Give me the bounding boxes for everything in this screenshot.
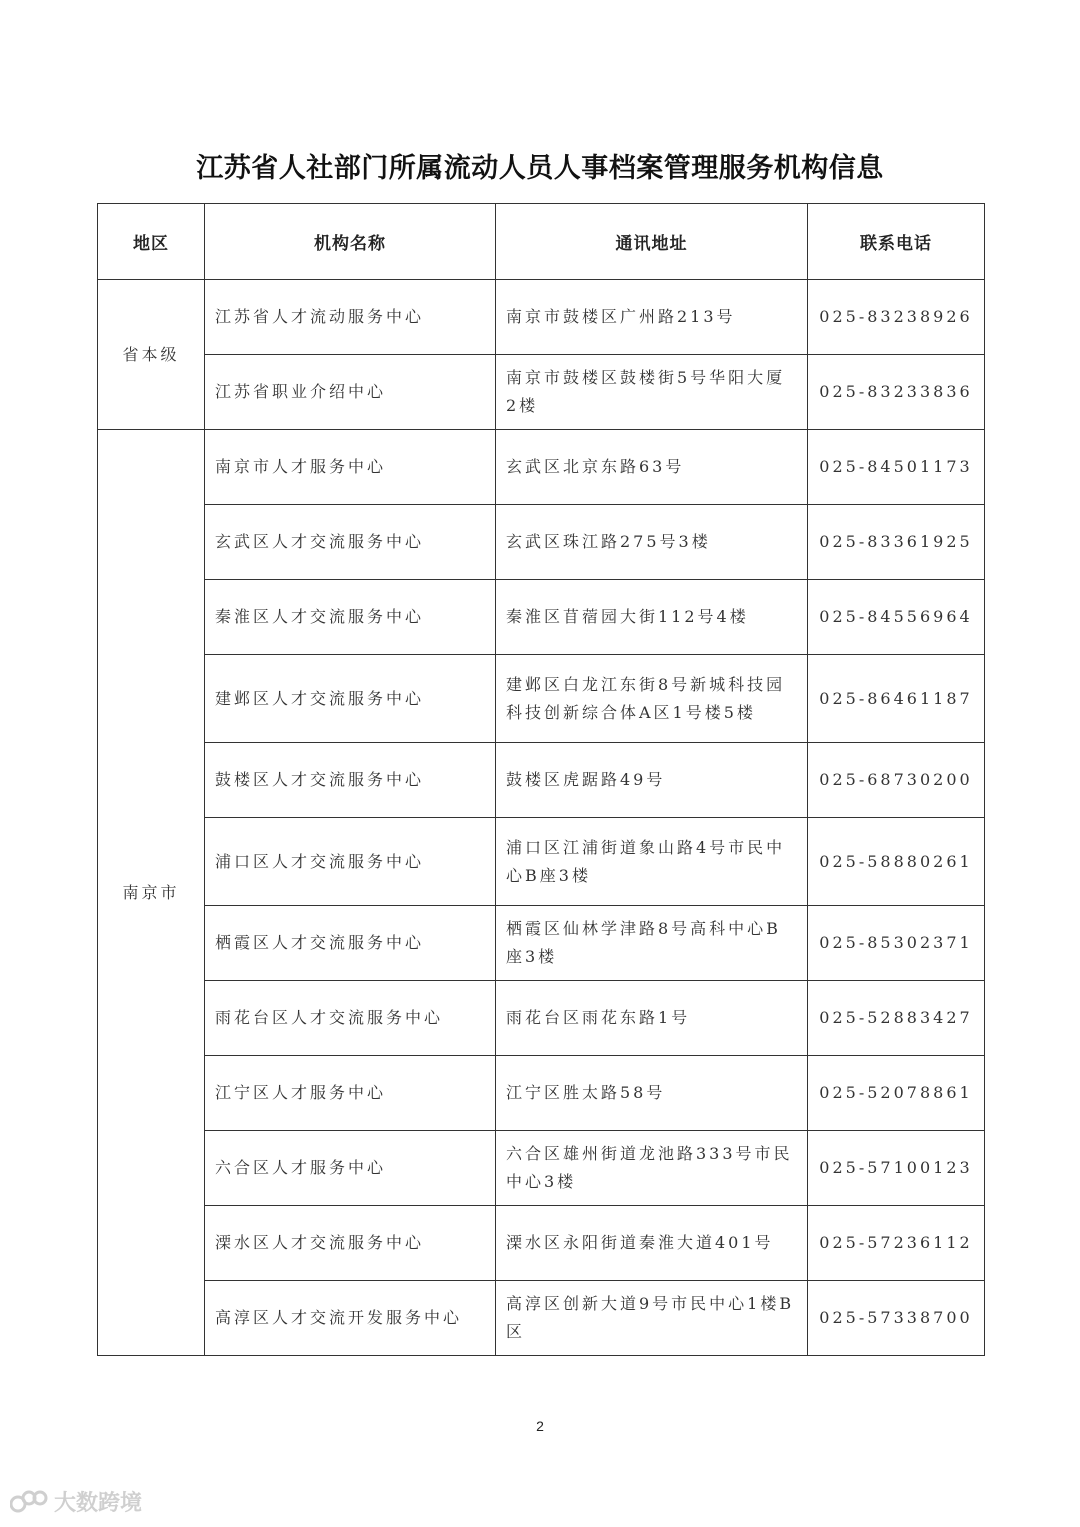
header-phone: 联系电话 xyxy=(808,204,985,280)
page-number: 2 xyxy=(536,1418,544,1434)
institution-name: 栖霞区人才交流服务中心 xyxy=(205,906,496,981)
institution-phone: 025-84556964 xyxy=(808,580,985,655)
institution-address: 高淳区创新大道9号市民中心1楼B区 xyxy=(496,1281,808,1356)
institution-phone: 025-84501173 xyxy=(808,430,985,505)
institution-address: 鼓楼区虎踞路49号 xyxy=(496,743,808,818)
table-row xyxy=(98,1281,985,1356)
table-row xyxy=(98,743,985,818)
region-cell: 南京市 xyxy=(98,430,205,1356)
table-row xyxy=(98,580,985,655)
institution-address: 六合区雄州街道龙池路333号市民中心3楼 xyxy=(496,1131,808,1206)
watermark-logo-icon xyxy=(10,1489,48,1515)
institution-phone: 025-57236112 xyxy=(808,1206,985,1281)
table-row xyxy=(98,1056,985,1131)
institution-address: 南京市鼓楼区鼓楼街5号华阳大厦2楼 xyxy=(496,355,808,430)
institution-name: 六合区人才服务中心 xyxy=(205,1131,496,1206)
institution-phone: 025-83238926 xyxy=(808,280,985,355)
watermark-text: 大数跨境 xyxy=(54,1491,143,1516)
table-row xyxy=(98,981,985,1056)
table-row xyxy=(98,430,985,505)
institution-address: 江宁区胜太路58号 xyxy=(496,1056,808,1131)
institution-phone: 025-58880261 xyxy=(808,818,985,906)
institution-address: 秦淮区苜蓿园大街112号4楼 xyxy=(496,580,808,655)
table-row xyxy=(98,280,985,355)
page-title: 江苏省人社部门所属流动人员人事档案管理服务机构信息 xyxy=(196,153,884,184)
institution-address: 玄武区北京东路63号 xyxy=(496,430,808,505)
institution-address: 玄武区珠江路275号3楼 xyxy=(496,505,808,580)
institution-name: 江宁区人才服务中心 xyxy=(205,1056,496,1131)
table-header-row xyxy=(98,204,985,280)
table-row xyxy=(98,1131,985,1206)
table-row xyxy=(98,818,985,906)
table-row xyxy=(98,655,985,743)
institution-name: 浦口区人才交流服务中心 xyxy=(205,818,496,906)
institution-address: 雨花台区雨花东路1号 xyxy=(496,981,808,1056)
table-row xyxy=(98,906,985,981)
institution-phone: 025-52883427 xyxy=(808,981,985,1056)
institution-address: 建邺区白龙江东街8号新城科技园科技创新综合体A区1号楼5楼 xyxy=(496,655,808,743)
table-row xyxy=(98,505,985,580)
institution-name: 鼓楼区人才交流服务中心 xyxy=(205,743,496,818)
institution-phone: 025-57338700 xyxy=(808,1281,985,1356)
institution-name: 建邺区人才交流服务中心 xyxy=(205,655,496,743)
region-cell: 省本级 xyxy=(98,280,205,430)
institution-address: 栖霞区仙林学津路8号高科中心B座3楼 xyxy=(496,906,808,981)
institution-phone: 025-85302371 xyxy=(808,906,985,981)
institution-phone: 025-83361925 xyxy=(808,505,985,580)
institution-phone: 025-83233836 xyxy=(808,355,985,430)
institution-name: 秦淮区人才交流服务中心 xyxy=(205,580,496,655)
table-row xyxy=(98,1206,985,1281)
institution-name: 江苏省人才流动服务中心 xyxy=(205,280,496,355)
institution-name: 高淳区人才交流开发服务中心 xyxy=(205,1281,496,1356)
institution-phone: 025-57100123 xyxy=(808,1131,985,1206)
header-region: 地区 xyxy=(98,204,205,280)
institution-name: 雨花台区人才交流服务中心 xyxy=(205,981,496,1056)
table-row xyxy=(98,355,985,430)
institution-phone: 025-86461187 xyxy=(808,655,985,743)
institution-name: 溧水区人才交流服务中心 xyxy=(205,1206,496,1281)
institution-name: 江苏省职业介绍中心 xyxy=(205,355,496,430)
institution-address: 南京市鼓楼区广州路213号 xyxy=(496,280,808,355)
header-name: 机构名称 xyxy=(205,204,496,280)
institution-name: 玄武区人才交流服务中心 xyxy=(205,505,496,580)
institution-name: 南京市人才服务中心 xyxy=(205,430,496,505)
institution-address: 浦口区江浦街道象山路4号市民中心B座3楼 xyxy=(496,818,808,906)
institution-phone: 025-68730200 xyxy=(808,743,985,818)
institution-phone: 025-52078861 xyxy=(808,1056,985,1131)
watermark xyxy=(10,1486,142,1517)
institution-address: 溧水区永阳街道秦淮大道401号 xyxy=(496,1206,808,1281)
header-address: 通讯地址 xyxy=(496,204,808,280)
institution-table xyxy=(97,203,985,1356)
